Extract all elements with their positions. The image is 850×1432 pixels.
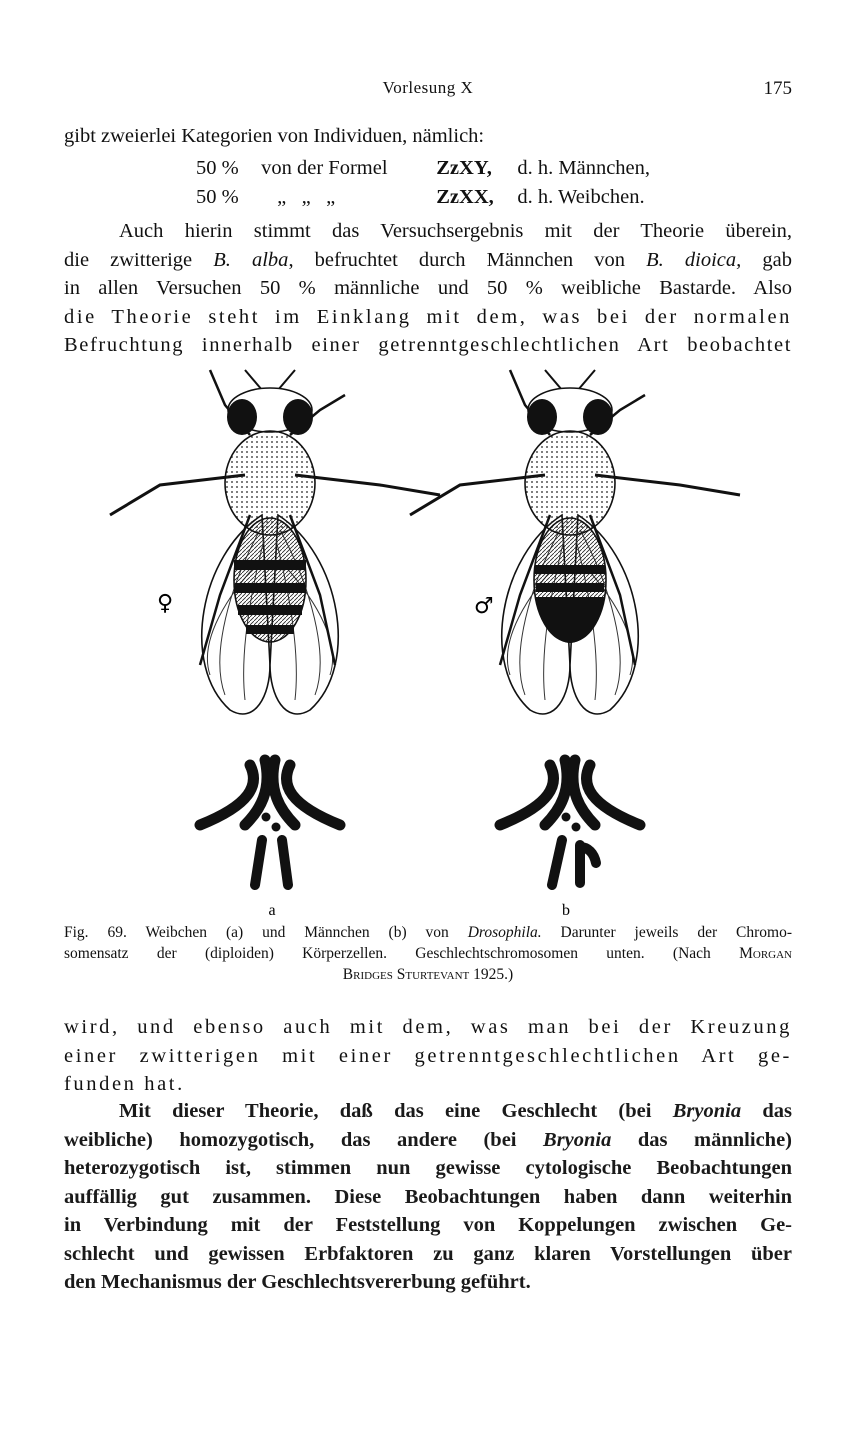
formula-description: d. h. Männchen, [517,157,651,179]
formula-symbol: ZzXX, [436,186,494,208]
figure-label-b: b [562,902,570,919]
italic-name: B. alba [213,248,289,271]
caption-line [64,922,792,943]
author-names: Bridges Sturtevant [342,966,470,983]
text-line [64,1097,792,1126]
figure-caption [64,922,792,985]
text-run: weibliche) homozygotisch, das andere (bei [64,1128,544,1151]
caption-line [64,943,792,964]
text-line: funden hat. [64,1073,185,1095]
page-number: 175 [763,78,792,99]
text-line: einer zwitterigen mit einer getrenntgeschlechtlichen Art ge- [64,1044,792,1067]
percent-value: 50 % [196,186,239,208]
text-line: auffällig gut zusammen. Diese Beobachtungen haben dann weiterhin [64,1185,792,1208]
text-run: die zwitterige [64,248,214,271]
formula-description: d. h. Weibchen. [517,186,645,208]
paragraph-3 [64,1097,792,1297]
author-name: Morgan [739,945,792,962]
text-line [64,1126,792,1155]
italic-name: Bryonia [672,1100,742,1122]
caption-line [64,964,792,985]
percent-value: 50 % [196,157,239,179]
paragraph-2 [64,1013,792,1099]
text-run: 1925.) [469,966,514,983]
text-line: die Theorie steht im Einklang mit dem, was bei der normalen [64,305,792,328]
italic-name: Bryonia [543,1128,612,1151]
text-run: Fig. 69. Weibchen (a) und Männchen (b) von [64,924,468,941]
drosophila-figure [100,365,770,920]
female-fly-illustration [110,370,440,714]
text-run: das männliche) [611,1128,792,1151]
text-line: gibt zweierlei Kategorien von Individuen, nämlich: [64,125,485,147]
chromosome-set-female [200,760,340,885]
text-line: den Mechanismus der Geschlechtsvererbung geführt. [64,1271,531,1293]
text-run: Mit dieser Theorie, daß das eine Geschlecht (bei [119,1100,673,1122]
text-run: somensatz der (diploiden) Körperzellen. Geschlechtschromosomen unten. (Nach [64,945,740,962]
paragraph-1 [64,217,792,360]
formula-text: von der Formel [261,157,388,179]
text-line [64,246,792,275]
formula-symbol: ZzXY, [436,157,492,179]
text-line: wird, und ebenso auch mit dem, was man bei der Kreuzung [64,1016,792,1038]
text-run: das [741,1100,792,1122]
female-symbol: ♀ [157,591,174,616]
text-run: Darunter jeweils der Chromo- [541,924,793,941]
intro-line [64,122,792,151]
text-run: gab [741,248,792,271]
male-fly-illustration [410,370,740,714]
text-line: Befruchtung innerhalb einer getrenntgeschlechtlichen Art beobachtet [64,334,792,356]
text-line: heterozygotisch ist, stimmen nun gewisse cytologische Beobachtungen [64,1157,792,1179]
male-symbol: ♂ [474,594,494,619]
formula-line-1 [196,154,650,183]
text-line: schlecht und gewissen Erbfaktoren zu ganz klaren Vorstellungen über [64,1242,792,1265]
text-line: Auch hierin stimmt das Versuchsergebnis mit der Theorie überein, [119,220,792,242]
chromosome-set-male [500,760,640,885]
italic-name: Drosophila. [467,924,542,941]
formula-line-2 [196,183,645,212]
text-run: , befruchtet durch Männchen von [288,248,647,271]
italic-name: B. dioica, [646,248,742,271]
running-title: Vorlesung X [382,78,474,97]
figure-label-a: a [268,902,276,919]
text-line: in Verbindung mit der Feststellung von Koppelungen zwischen Ge- [64,1214,792,1236]
ditto-marks: „ „ „ [277,186,336,208]
text-line: in allen Versuchen 50 % männliche und 50 % weibliche Bastarde. Also [64,277,792,299]
page-header [64,78,792,102]
